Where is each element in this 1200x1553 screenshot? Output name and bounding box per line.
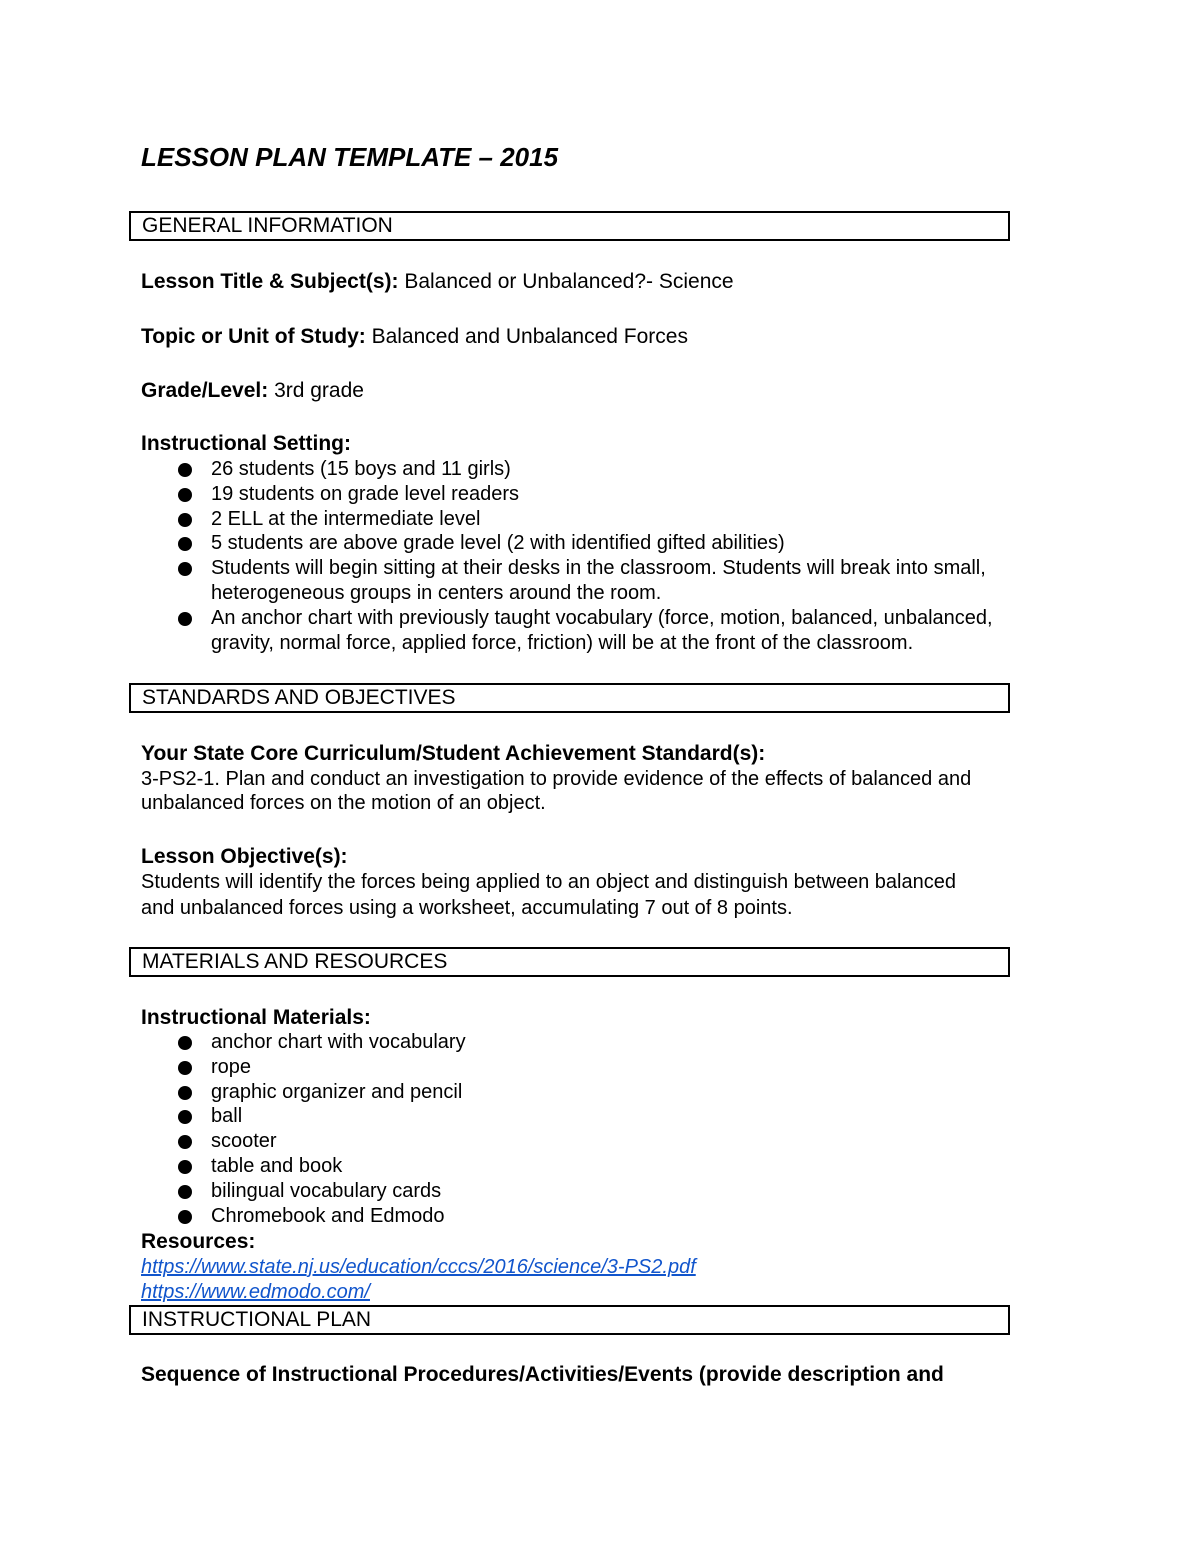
bullet-icon [178, 1135, 192, 1149]
bullet-icon [178, 1185, 192, 1199]
topic-value: Balanced and Unbalanced Forces [365, 325, 688, 348]
bullet-icon [178, 1210, 192, 1224]
topic-label: Topic or Unit of Study: [141, 325, 366, 348]
bullet-icon [178, 537, 192, 551]
list-item: An anchor chart with previously taught vocabulary (force, motion, balanced, unbalanced, [141, 606, 993, 631]
instructional-setting-label: Instructional Setting: [141, 432, 351, 455]
bullet-icon [178, 1160, 192, 1174]
resource-link-edmodo[interactable]: https://www.edmodo.com/ [141, 1281, 370, 1303]
list-item: 19 students on grade level readers [141, 482, 993, 507]
section-header-standards-objectives: STANDARDS AND OBJECTIVES [129, 683, 1010, 713]
list-item: Students will begin sitting at their desks in the classroom. Students will break into small, [141, 556, 993, 581]
list-item: bilingual vocabulary cards [141, 1179, 466, 1204]
list-item: Chromebook and Edmodo [141, 1204, 466, 1229]
bullet-icon [178, 1086, 192, 1100]
materials-list [141, 1030, 466, 1228]
lesson-title-line [141, 269, 734, 294]
list-item: rope [141, 1055, 466, 1080]
bullet-icon [178, 513, 192, 527]
grade-line [141, 378, 364, 403]
list-item: table and book [141, 1154, 466, 1179]
list-item: graphic organizer and pencil [141, 1080, 466, 1105]
bullet-icon [178, 562, 192, 576]
instructional-materials-label: Instructional Materials: [141, 1006, 371, 1029]
list-item-continuation: gravity, normal force, applied force, friction) will be at the front of the classroom. [211, 631, 914, 654]
bullet-icon [178, 1036, 192, 1050]
instructional-setting-list [141, 457, 993, 655]
core-standard-line-2: unbalanced forces on the motion of an object. [141, 792, 546, 814]
bullet-icon [178, 1061, 192, 1075]
lesson-title-value: Balanced or Unbalanced?- Science [398, 270, 734, 293]
lesson-objective-line-1: Students will identify the forces being applied to an object and distinguish between balanced [141, 871, 956, 893]
list-item: 2 ELL at the intermediate level [141, 507, 993, 532]
list-item: anchor chart with vocabulary [141, 1030, 466, 1055]
core-standard-label: Your State Core Curriculum/Student Achievement Standard(s): [141, 742, 766, 765]
bullet-icon [178, 1110, 192, 1124]
lesson-objective-label: Lesson Objective(s): [141, 845, 348, 868]
section-header-materials-resources: MATERIALS AND RESOURCES [129, 947, 1010, 977]
core-standard-line-1: 3-PS2-1. Plan and conduct an investigation to provide evidence of the effects of balanced and [141, 768, 972, 790]
sequence-label: Sequence of Instructional Procedures/Activities/Events (provide description and [141, 1363, 944, 1386]
resources-label: Resources: [141, 1230, 256, 1253]
lesson-title-label: Lesson Title & Subject(s): [141, 270, 399, 293]
list-item-continuation: heterogeneous groups in centers around the room. [211, 581, 662, 604]
list-item: 26 students (15 boys and 11 girls) [141, 457, 993, 482]
bullet-icon [178, 488, 192, 502]
section-header-general-information: GENERAL INFORMATION [129, 211, 1010, 241]
bullet-icon [178, 612, 192, 626]
list-item: 5 students are above grade level (2 with identified gifted abilities) [141, 531, 993, 556]
lesson-objective-line-2: and unbalanced forces using a worksheet, accumulating 7 out of 8 points. [141, 897, 793, 919]
grade-value: 3rd grade [268, 379, 364, 402]
list-item: scooter [141, 1129, 466, 1154]
topic-line [141, 324, 688, 349]
grade-label: Grade/Level: [141, 379, 269, 402]
bullet-icon [178, 463, 192, 477]
section-header-instructional-plan: INSTRUCTIONAL PLAN [129, 1305, 1010, 1335]
page-title: LESSON PLAN TEMPLATE – 2015 [141, 142, 559, 172]
list-item: ball [141, 1104, 466, 1129]
resource-link-nj-standards[interactable]: https://www.state.nj.us/education/cccs/2016/science/3-PS2.pdf [141, 1256, 696, 1278]
